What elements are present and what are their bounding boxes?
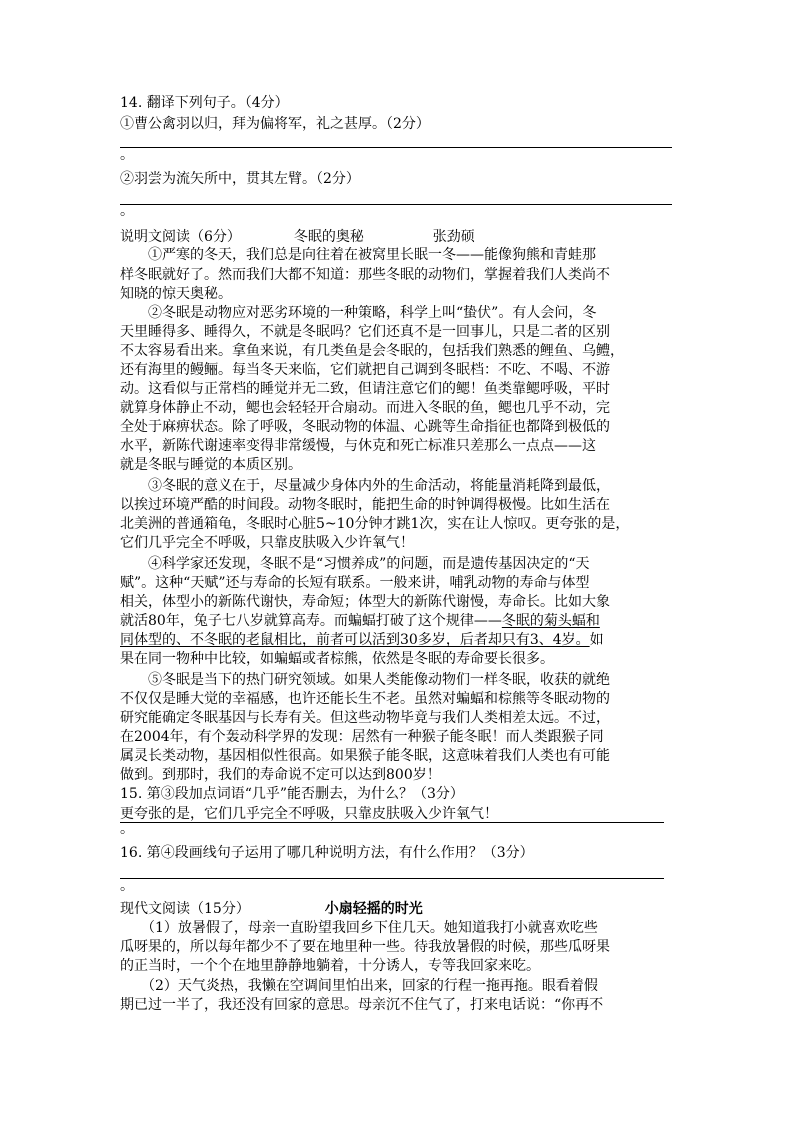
- article-title: 冬眠的奥秘: [293, 229, 364, 245]
- article-title: 小扇轻摇的时光: [324, 901, 423, 917]
- paragraph-line: 就算身体静止不动，鳃也会轻轻开合扇动。而进入冬眠的鱼，鳃也几乎不动，完: [120, 400, 610, 416]
- q15-title: 15. 第③段加点词语“几乎”能否删去，为什么？（3分）: [120, 786, 464, 802]
- paragraph-line: 它们几乎完全不呼吸，只靠皮肤吸入少许氧气！: [120, 535, 414, 551]
- paragraph-line: 果在同一物种中比较，如蝙蝠或者棕熊，依然是冬眠的寿命要长很多。: [120, 651, 554, 667]
- paragraph-line: 不仅仅是睡大觉的幸福感，也许还能长生不老。虽然对蝙蝠和棕熊等冬眠动物的: [120, 691, 610, 707]
- paragraph-line: 属灵长类动物，基因相似性很高。如果猴子能冬眠，这意味着我们人类也有可能: [120, 748, 610, 764]
- answer-line[interactable]: [120, 822, 664, 823]
- answer-period: 。: [120, 203, 134, 219]
- paragraph-line: 赋”。这种“天赋”还与寿命的长短有联系。一般来讲，哺乳动物的寿命与体型: [120, 575, 590, 591]
- q15-quote: 更夸张的是，它们几乎完全不呼吸，只靠皮肤吸入少许氧气！: [120, 806, 498, 822]
- paragraph-line: 期已过一半了，我还没有回家的意思。母亲沉不住气了，打来电话说：“你再不: [120, 997, 604, 1013]
- answer-period: 。: [120, 878, 134, 894]
- paragraph-line: 的正当时，一个个在地里静静地躺着，十分诱人，专等我回家来吃。: [120, 958, 540, 974]
- paragraph-line: （2）天气炎热，我懒在空调间里怕出来，回家的行程一拖再拖。眼看着假: [120, 978, 598, 994]
- q16-title: 16. 第④段画线句子运用了哪几种说明方法，有什么作用？（3分）: [120, 845, 534, 861]
- line-text: 如: [589, 632, 604, 648]
- paragraph-line: 在2004年，有个轰动科学界的发现：居然有一种猴子能冬眠！而人类跟猴子同: [120, 729, 604, 745]
- underlined-sentence: 冬眠的菊头蝠和: [501, 613, 600, 629]
- paragraph-line: ④科学家还发现，冬眠不是“习惯养成”的问题，而是遗传基因决定的“天: [120, 556, 590, 572]
- answer-period: 。: [120, 821, 134, 837]
- paragraph-line: 相关，体型小的新陈代谢快，寿命短；体型大的新陈代谢慢，寿命长。比如大象: [120, 594, 610, 610]
- paragraph-line: 不太容易看出来。拿鱼来说，有几类鱼是会冬眠的，包括我们熟悉的鲤鱼、乌鳢，: [120, 343, 624, 359]
- underlined-sentence: 同体型的、不冬眠的老鼠相比，前者可以活到30多岁，后者却只有3、4岁。: [120, 632, 590, 648]
- paragraph-line: ⑤冬眠是当下的热门研究领域。如果人类能像动物们一样冬眠，收获的就绝: [120, 672, 610, 688]
- paragraph-line: 以挨过环境严酷的时间段。动物冬眠时，能把生命的时钟调得极慢。比如生活在: [120, 497, 610, 513]
- paragraph-line: 全处于麻痹状态。除了呼吸，冬眠动物的体温、心跳等生命指征也都降到极低的: [120, 419, 610, 435]
- paragraph-line: 就是冬眠与睡觉的本质区别。: [120, 457, 302, 473]
- answer-line[interactable]: [120, 878, 664, 879]
- expository-heading: [120, 228, 475, 246]
- line-text: 就活80年，兔子七八岁就算高寿。而蝙蝠打破了这个规律——: [120, 613, 502, 629]
- q14-sentence-2: ②羽尝为流矢所中，贯其左臂。（2分）: [120, 171, 360, 187]
- answer-line[interactable]: [120, 204, 672, 205]
- paragraph-line: 动。这看似与正常档的睡觉并无二致，但请注意它们的鳃！鱼类靠鳃呼吸，平时: [120, 381, 610, 397]
- paragraph-line: 知晓的惊天奥秘。: [120, 286, 232, 302]
- paragraph-line: 北美洲的普通箱龟，冬眠时心脏5~10分钟才跳1次，实在让人惊叹。更夸张的是，: [120, 516, 630, 532]
- answer-line[interactable]: [120, 147, 672, 148]
- paragraph-line: 水平，新陈代谢速率变得非常缓慢，与休克和死亡标准只差那么一点点——这: [120, 438, 596, 454]
- paragraph-line: ②冬眠是动物应对恶劣环境的一种策略，科学上叫“蛰伏”。有人会问，冬: [120, 305, 597, 321]
- paragraph-line: 做到。到那时，我们的寿命说不定可以达到800岁！: [120, 767, 441, 783]
- modern-heading: [120, 900, 423, 918]
- paragraph-line: [120, 631, 604, 649]
- paragraph-line: 天里睡得多、睡得久，不就是冬眠吗？它们还真不是一回事儿，只是二者的区别: [120, 324, 610, 340]
- q14-sentence-1: ①曹公禽羽以归，拜为偏将军，礼之甚厚。（2分）: [120, 116, 430, 132]
- paragraph-line: ①严寒的冬天，我们总是向往着在被窝里长眠一冬——能像狗熊和青蛙那: [120, 247, 596, 263]
- paragraph-line: 还有海里的鳗鲡。每当冬天来临，它们就把自己调到冬眠档：不吃、不喝、不游: [120, 362, 610, 378]
- paragraph-line: （1）放暑假了，母亲一直盼望我回乡下住几天。她知道我打小就喜欢吃些: [120, 920, 598, 936]
- paragraph-line: 研究能确定冬眠基因与长寿有关。但这些动物毕竟与我们人类相差太远。不过，: [120, 710, 610, 726]
- section-label: 说明文阅读（6分）: [120, 229, 241, 245]
- article-author: 张劲硕: [432, 229, 475, 245]
- q14-title: 14. 翻译下列句子。（4分）: [120, 95, 289, 111]
- answer-period: 。: [120, 147, 134, 163]
- paragraph-line: 样冬眠就好了。然而我们大都不知道：那些冬眠的动物们，掌握着我们人类尚不: [120, 267, 610, 283]
- paragraph-line: ③冬眠的意义在于，尽量减少身体内外的生命活动，将能量消耗降到最低，: [120, 478, 610, 494]
- paragraph-line: 瓜呀果的，所以每年都少不了要在地里种一些。待我放暑假的时候，那些瓜呀果: [120, 939, 610, 955]
- paragraph-line: [120, 612, 600, 630]
- section-label: 现代文阅读（15分）: [120, 901, 250, 917]
